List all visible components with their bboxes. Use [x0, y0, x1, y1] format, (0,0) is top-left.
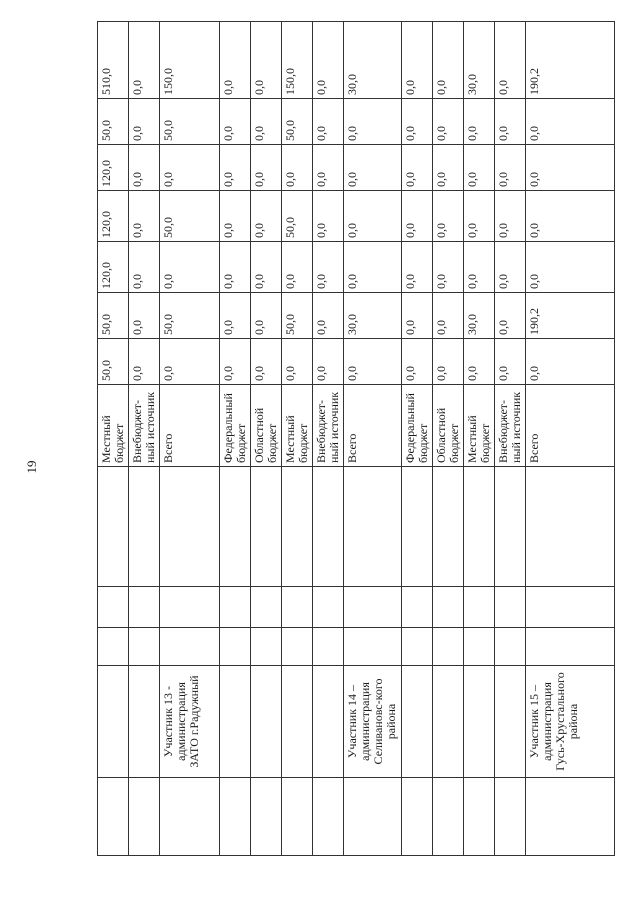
value-cell: 0,0 — [433, 242, 464, 293]
value-cell: 120,0 — [98, 242, 129, 293]
empty-cell — [251, 467, 282, 587]
empty-cell — [282, 778, 313, 856]
value-cell: 0,0 — [160, 242, 220, 293]
empty-cell — [98, 587, 129, 628]
funding-source-cell: Внебюджет-ный источник — [495, 385, 526, 467]
value-cell: 0,0 — [464, 339, 495, 385]
value-cell: 0,0 — [433, 145, 464, 191]
table-row — [282, 22, 313, 856]
empty-cell — [464, 778, 495, 856]
value-cell: 0,0 — [220, 293, 251, 339]
empty-cell — [313, 628, 344, 666]
value-cell: 0,0 — [344, 99, 402, 145]
empty-cell — [220, 467, 251, 587]
value-cell: 0,0 — [251, 242, 282, 293]
value-cell: 50,0 — [282, 99, 313, 145]
value-cell: 0,0 — [344, 145, 402, 191]
table-row — [98, 22, 129, 856]
empty-cell — [526, 628, 615, 666]
value-cell: 0,0 — [526, 339, 615, 385]
empty-cell — [464, 628, 495, 666]
value-cell: 0,0 — [464, 99, 495, 145]
empty-cell — [129, 778, 160, 856]
value-cell: 50,0 — [98, 293, 129, 339]
table-body — [98, 22, 615, 856]
total-value-cell: 510,0 — [98, 22, 129, 99]
value-cell: 0,0 — [495, 242, 526, 293]
value-cell: 0,0 — [433, 339, 464, 385]
participant-cell — [495, 666, 526, 778]
empty-cell — [344, 587, 402, 628]
value-cell: 0,0 — [313, 242, 344, 293]
empty-cell — [160, 467, 220, 587]
value-cell: 0,0 — [129, 145, 160, 191]
participant-cell — [129, 666, 160, 778]
empty-cell — [464, 587, 495, 628]
total-value-cell: 0,0 — [251, 22, 282, 99]
participant-cell — [313, 666, 344, 778]
total-value-cell: 0,0 — [495, 22, 526, 99]
funding-source-cell: Федеральный бюджет — [402, 385, 433, 467]
value-cell: 0,0 — [282, 242, 313, 293]
funding-source-cell: Областной бюджет — [433, 385, 464, 467]
participant-cell — [220, 666, 251, 778]
value-cell: 0,0 — [526, 99, 615, 145]
participant-cell: Участник 13 - администрация ЗАТО г.Радужный — [160, 666, 220, 778]
empty-cell — [282, 628, 313, 666]
empty-cell — [282, 587, 313, 628]
empty-cell — [402, 778, 433, 856]
funding-source-cell: Местный бюджет — [464, 385, 495, 467]
participant-cell — [98, 666, 129, 778]
value-cell: 0,0 — [129, 293, 160, 339]
empty-cell — [526, 778, 615, 856]
table-row — [160, 22, 220, 856]
value-cell: 190,2 — [526, 293, 615, 339]
table-row — [402, 22, 433, 856]
empty-cell — [402, 467, 433, 587]
value-cell: 50,0 — [160, 99, 220, 145]
empty-cell — [160, 587, 220, 628]
empty-cell — [220, 587, 251, 628]
value-cell: 0,0 — [160, 339, 220, 385]
empty-cell — [313, 467, 344, 587]
total-value-cell: 0,0 — [220, 22, 251, 99]
value-cell: 120,0 — [98, 191, 129, 242]
budget-table — [97, 21, 615, 856]
value-cell: 0,0 — [402, 99, 433, 145]
value-cell: 0,0 — [220, 145, 251, 191]
participant-cell — [464, 666, 495, 778]
empty-cell — [344, 467, 402, 587]
empty-cell — [433, 587, 464, 628]
total-value-cell: 30,0 — [344, 22, 402, 99]
empty-cell — [433, 467, 464, 587]
participant-cell — [251, 666, 282, 778]
value-cell: 0,0 — [251, 99, 282, 145]
funding-source-cell: Всего — [160, 385, 220, 467]
empty-cell — [433, 778, 464, 856]
empty-cell — [495, 628, 526, 666]
value-cell: 50,0 — [160, 191, 220, 242]
value-cell: 0,0 — [251, 191, 282, 242]
value-cell: 0,0 — [402, 339, 433, 385]
table-row — [129, 22, 160, 856]
empty-cell — [402, 628, 433, 666]
empty-cell — [129, 628, 160, 666]
empty-cell — [160, 628, 220, 666]
funding-source-cell: Всего — [526, 385, 615, 467]
value-cell: 0,0 — [220, 242, 251, 293]
empty-cell — [433, 628, 464, 666]
value-cell: 0,0 — [402, 145, 433, 191]
value-cell: 0,0 — [313, 99, 344, 145]
empty-cell — [98, 467, 129, 587]
value-cell: 0,0 — [495, 339, 526, 385]
funding-source-cell: Внебюджет-ный источник — [313, 385, 344, 467]
value-cell: 0,0 — [495, 293, 526, 339]
empty-cell — [251, 628, 282, 666]
value-cell: 0,0 — [402, 191, 433, 242]
table-row — [464, 22, 495, 856]
total-value-cell: 150,0 — [160, 22, 220, 99]
value-cell: 0,0 — [251, 145, 282, 191]
empty-cell — [160, 778, 220, 856]
value-cell: 0,0 — [220, 339, 251, 385]
value-cell: 0,0 — [313, 293, 344, 339]
value-cell: 0,0 — [220, 99, 251, 145]
empty-cell — [98, 628, 129, 666]
empty-cell — [526, 587, 615, 628]
empty-cell — [220, 628, 251, 666]
value-cell: 0,0 — [402, 242, 433, 293]
value-cell: 30,0 — [344, 293, 402, 339]
value-cell: 120,0 — [98, 145, 129, 191]
empty-cell — [98, 778, 129, 856]
rotated-table-container — [97, 62, 591, 856]
value-cell: 50,0 — [282, 191, 313, 242]
value-cell: 0,0 — [129, 242, 160, 293]
total-value-cell: 0,0 — [402, 22, 433, 99]
value-cell: 50,0 — [282, 293, 313, 339]
empty-cell — [313, 778, 344, 856]
table-row — [251, 22, 282, 856]
total-value-cell: 190,2 — [526, 22, 615, 99]
value-cell: 0,0 — [433, 99, 464, 145]
table-row — [433, 22, 464, 856]
value-cell: 0,0 — [464, 145, 495, 191]
value-cell: 0,0 — [129, 339, 160, 385]
value-cell: 0,0 — [282, 339, 313, 385]
value-cell: 30,0 — [464, 293, 495, 339]
empty-cell — [313, 587, 344, 628]
total-value-cell: 0,0 — [433, 22, 464, 99]
value-cell: 0,0 — [344, 339, 402, 385]
value-cell: 0,0 — [495, 145, 526, 191]
value-cell: 50,0 — [98, 339, 129, 385]
page-number: 19 — [24, 460, 39, 474]
empty-cell — [495, 778, 526, 856]
empty-cell — [464, 467, 495, 587]
value-cell: 0,0 — [464, 242, 495, 293]
empty-cell — [129, 587, 160, 628]
empty-cell — [251, 587, 282, 628]
value-cell: 0,0 — [433, 293, 464, 339]
value-cell: 0,0 — [526, 242, 615, 293]
funding-source-cell: Местный бюджет — [98, 385, 129, 467]
funding-source-cell: Всего — [344, 385, 402, 467]
empty-cell — [344, 628, 402, 666]
value-cell: 0,0 — [220, 191, 251, 242]
participant-cell — [282, 666, 313, 778]
total-value-cell: 0,0 — [129, 22, 160, 99]
value-cell: 0,0 — [495, 99, 526, 145]
funding-source-cell: Областной бюджет — [251, 385, 282, 467]
table-row — [344, 22, 402, 856]
value-cell: 0,0 — [402, 293, 433, 339]
empty-cell — [282, 467, 313, 587]
total-value-cell: 150,0 — [282, 22, 313, 99]
value-cell: 0,0 — [344, 191, 402, 242]
value-cell: 0,0 — [282, 145, 313, 191]
value-cell: 0,0 — [526, 191, 615, 242]
value-cell: 0,0 — [313, 191, 344, 242]
funding-source-cell: Федеральный бюджет — [220, 385, 251, 467]
value-cell: 0,0 — [129, 191, 160, 242]
empty-cell — [526, 467, 615, 587]
empty-cell — [495, 467, 526, 587]
empty-cell — [129, 467, 160, 587]
value-cell: 0,0 — [313, 145, 344, 191]
participant-cell — [402, 666, 433, 778]
value-cell: 0,0 — [495, 191, 526, 242]
empty-cell — [344, 778, 402, 856]
value-cell: 0,0 — [464, 191, 495, 242]
total-value-cell: 30,0 — [464, 22, 495, 99]
value-cell: 50,0 — [98, 99, 129, 145]
empty-cell — [220, 778, 251, 856]
value-cell: 0,0 — [251, 339, 282, 385]
empty-cell — [495, 587, 526, 628]
table-row — [220, 22, 251, 856]
participant-cell — [433, 666, 464, 778]
funding-source-cell: Местный бюджет — [282, 385, 313, 467]
table-row — [526, 22, 615, 856]
value-cell: 0,0 — [344, 242, 402, 293]
value-cell: 0,0 — [129, 99, 160, 145]
empty-cell — [402, 587, 433, 628]
value-cell: 0,0 — [526, 145, 615, 191]
value-cell: 50,0 — [160, 293, 220, 339]
empty-cell — [251, 778, 282, 856]
value-cell: 0,0 — [313, 339, 344, 385]
participant-cell: Участник 15 – администрация Гусь-Хрустального района — [526, 666, 615, 778]
total-value-cell: 0,0 — [313, 22, 344, 99]
participant-cell: Участник 14 – администрация Селивановс-кого района — [344, 666, 402, 778]
table-row — [495, 22, 526, 856]
value-cell: 0,0 — [160, 145, 220, 191]
table-row — [313, 22, 344, 856]
funding-source-cell: Внебюджет-ный источник — [129, 385, 160, 467]
value-cell: 0,0 — [251, 293, 282, 339]
value-cell: 0,0 — [433, 191, 464, 242]
